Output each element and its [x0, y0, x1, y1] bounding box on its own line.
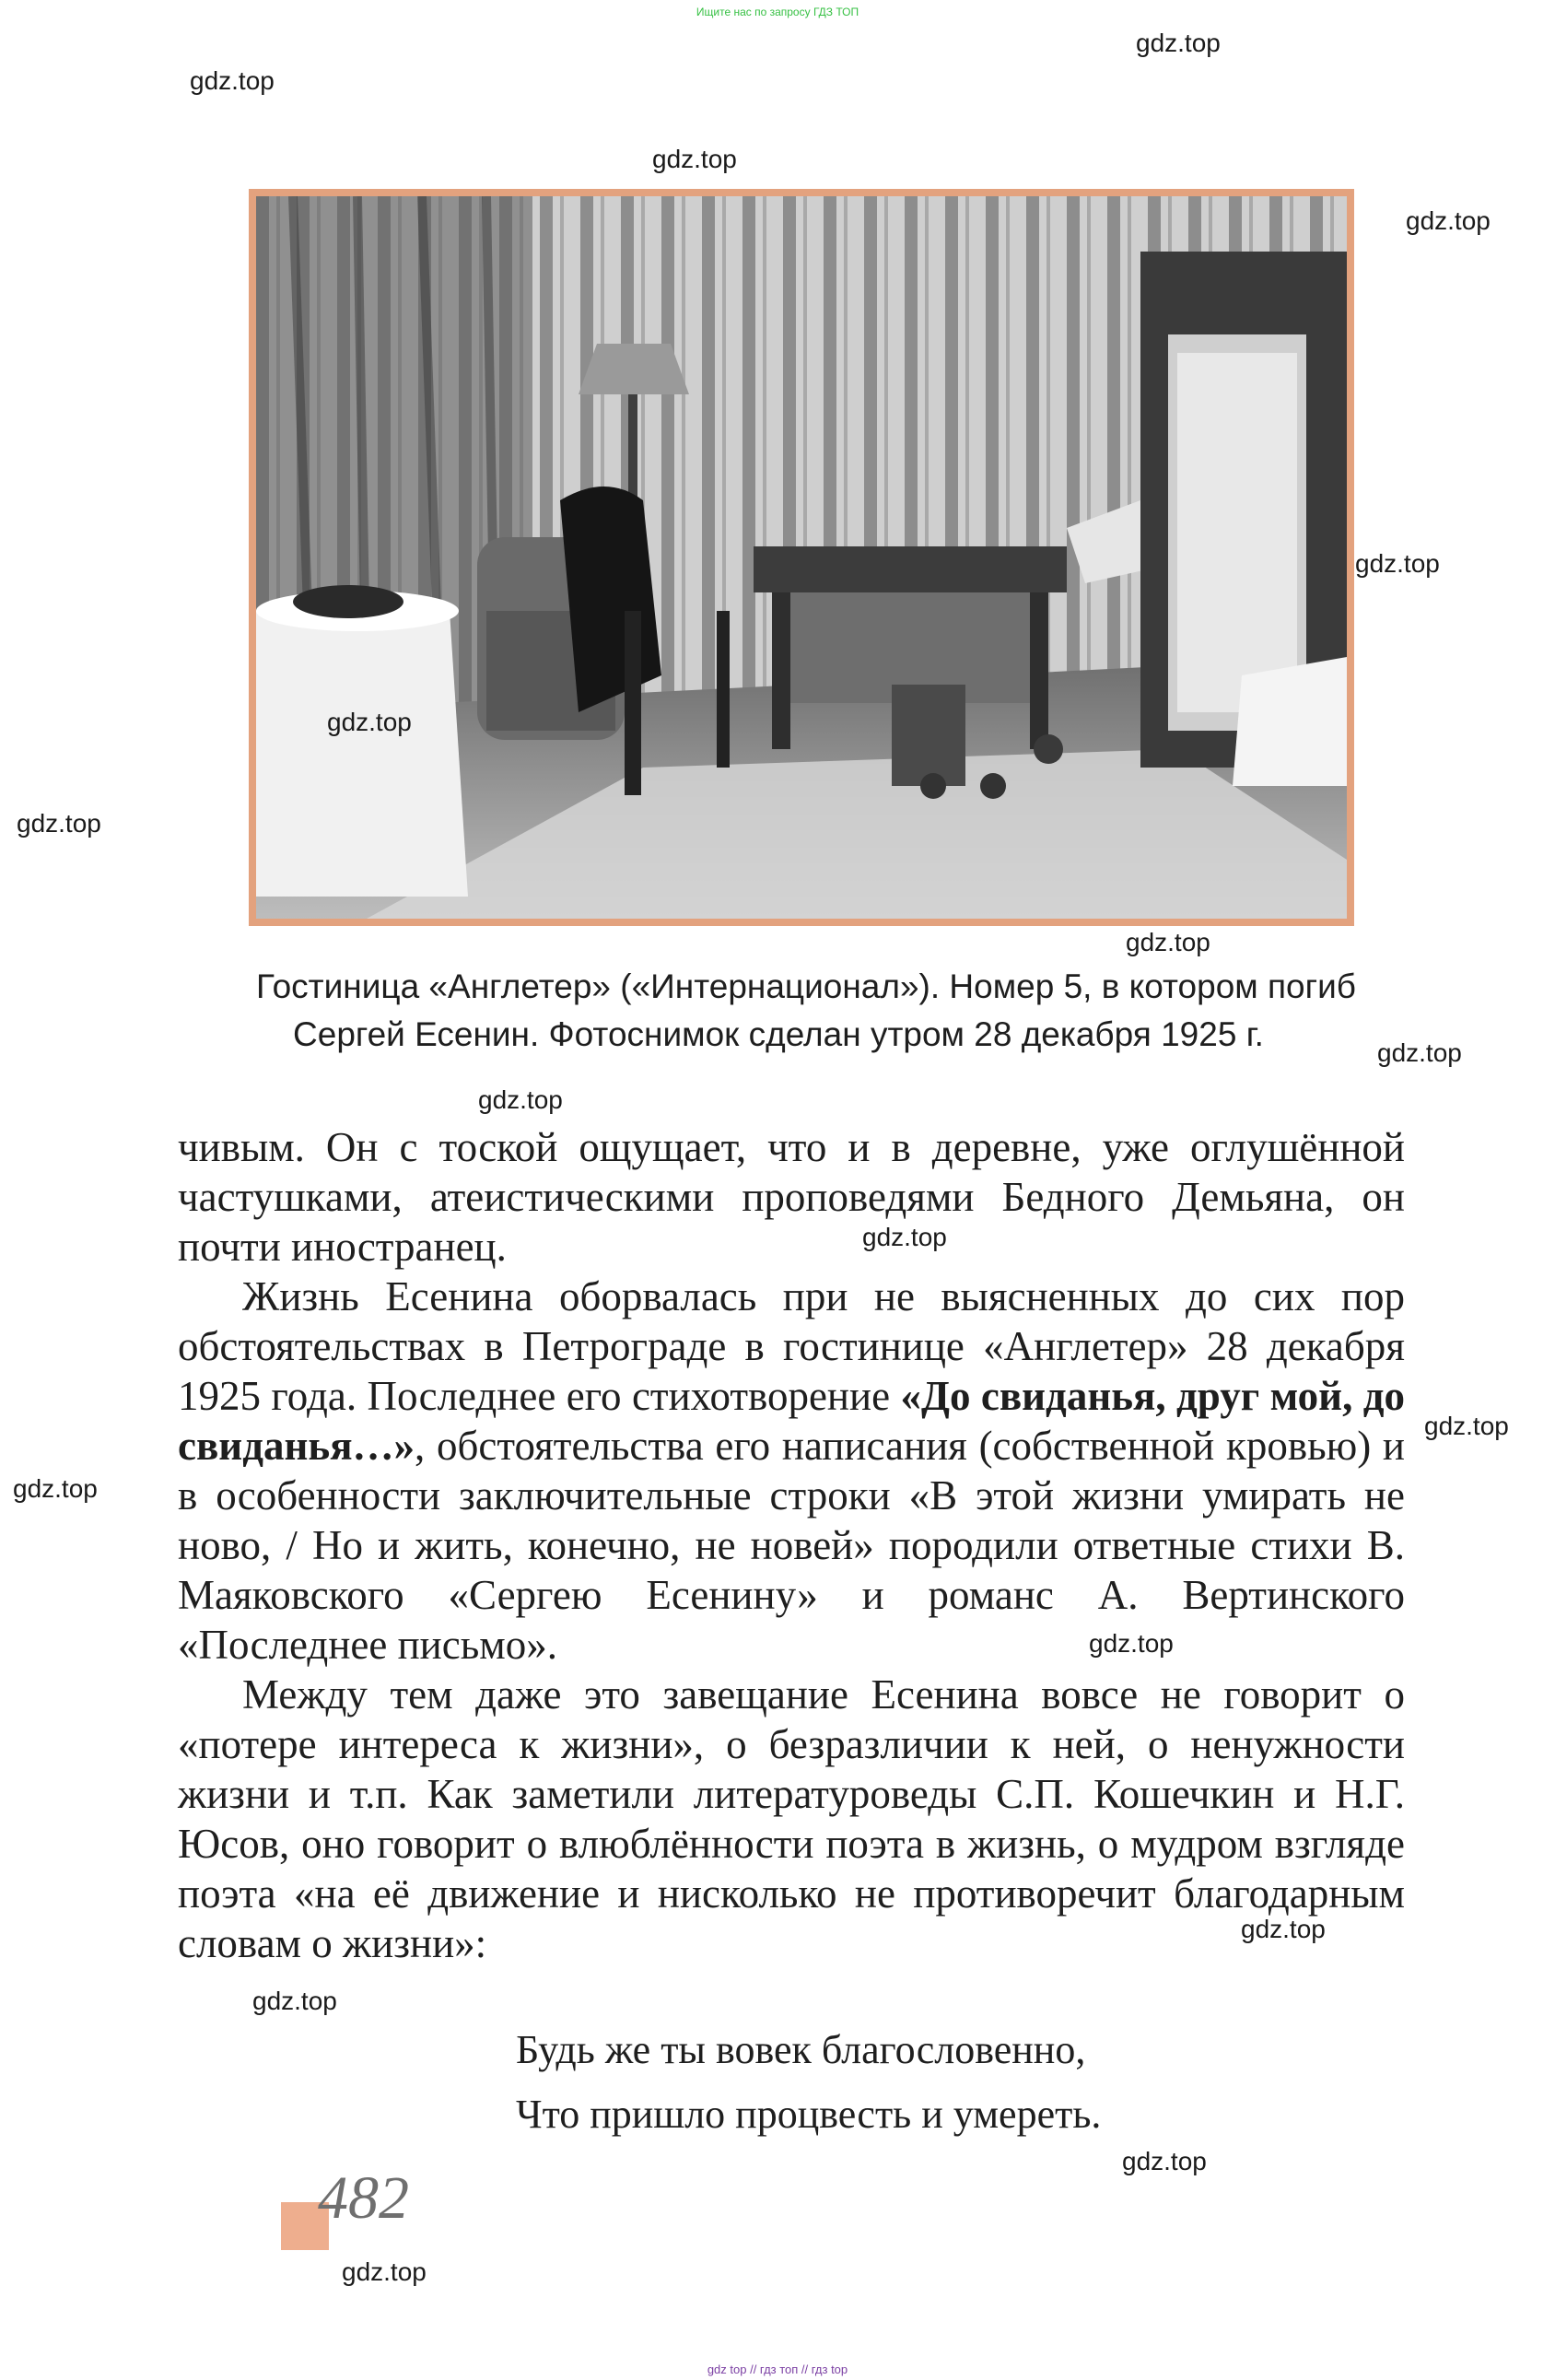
watermark[interactable]: gdz.top: [862, 1223, 947, 1251]
watermark[interactable]: gdz.top: [1089, 1629, 1174, 1658]
poem-title-bold: «До свиданья, друг мой, до свиданья…»: [178, 1373, 1405, 1469]
bottom-banner[interactable]: gdz top // гдз топ // гдз top: [707, 2362, 848, 2376]
photo-hotel-room: [249, 189, 1354, 926]
main-text: [178, 1122, 1405, 1968]
watermark[interactable]: gdz.top: [1122, 2147, 1207, 2175]
top-banner[interactable]: Ищите нас по запросу ГДЗ ТОП: [696, 6, 859, 18]
watermark[interactable]: gdz.top: [1424, 1412, 1509, 1440]
caption-line-1: Гостиница «Англетер» («Интернационал»). Номер 5, в котором погиб: [256, 967, 1356, 1005]
watermark[interactable]: gdz.top: [190, 66, 275, 95]
watermark[interactable]: gdz.top: [1241, 1915, 1326, 1943]
watermark[interactable]: gdz.top: [1355, 549, 1440, 578]
watermark[interactable]: gdz.top: [342, 2257, 427, 2286]
watermark[interactable]: gdz.top: [1377, 1038, 1462, 1067]
watermark[interactable]: gdz.top: [13, 1474, 98, 1503]
photo-image: [256, 196, 1347, 919]
watermark[interactable]: gdz.top: [17, 809, 101, 838]
watermark[interactable]: gdz.top: [1406, 206, 1491, 235]
watermark[interactable]: gdz.top: [478, 1085, 563, 1114]
paragraph-2-end: , обстоятельства его написания (собственной кровью) и в особенности заключительные строки «В этой жизни умирать не ново, / Но и жить, конечно, не новей» породили ответные стихи В. Маяковского «Сергею Есенину» и романс А. Вертинского «Последнее письмо».: [178, 1423, 1405, 1668]
page-number: 482: [318, 2164, 409, 2232]
watermark[interactable]: gdz.top: [327, 708, 412, 736]
watermark[interactable]: gdz.top: [252, 1987, 337, 2015]
watermark[interactable]: gdz.top: [652, 145, 737, 173]
poem-line-2: Что пришло процвесть и умереть.: [516, 2092, 1102, 2137]
caption-line-2: Сергей Есенин. Фотоснимок сделан утром 28 декабря 1925 г.: [293, 1015, 1264, 1053]
paragraph-2-start: Жизнь Есенина оборвалась при не выясненных до сих пор обстоятельствах в Петрограде в гостинице «Англетер» 28 декабря 1925 года. Последнее его стихотворение: [178, 1273, 1405, 1419]
photo-caption: [166, 963, 1391, 1059]
watermark[interactable]: gdz.top: [1126, 928, 1210, 956]
paragraph-1: чивым. Он с тоской ощущает, что и в деревне, уже оглушённой частушками, атеистическими проповедями Бедного Демьяна, он почти иностранец.: [178, 1124, 1405, 1270]
watermark[interactable]: gdz.top: [1136, 29, 1221, 57]
poem-quote: [516, 2018, 1101, 2147]
paragraph-2: [178, 1272, 1405, 1670]
paragraph-3: Между тем даже это завещание Есенина вовсе не говорит о «потере интереса к жизни», о безразличии к ней, о ненужности жизни и т.п. Как заметили литературоведы С.П. Кошечкин и Н.Г. Юсов, оно говорит о влюблённости поэта в жизнь, о мудром взгляде поэта «на её движение и нисколько не противоречит благодарным словам о жизни»:: [178, 1671, 1405, 1966]
poem-line-1: Будь же ты вовек благословенно,: [516, 2027, 1086, 2072]
